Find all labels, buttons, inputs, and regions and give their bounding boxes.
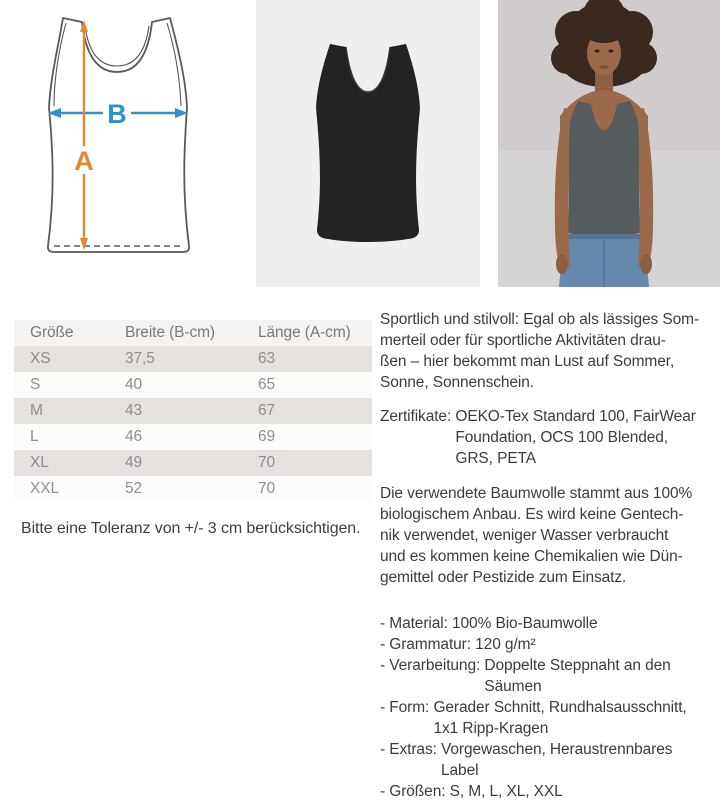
tanktop-measure-diagram [0,0,256,287]
cell-size: XL [30,454,49,471]
spec-bullet-form [380,697,720,739]
cell-breite: 52 [125,480,143,497]
spec-label: - Verarbeitung: [380,657,485,674]
model-jeans [559,234,649,287]
spec-value: S, M, L, XL, XXL [449,783,563,800]
spec-label: - Extras: [380,741,442,758]
spec-label: - Größen: [380,783,450,800]
cell-size: S [30,376,41,393]
cell-laenge: 70 [258,480,276,497]
spec-value: 100% Bio-Baumwolle [452,615,598,632]
model-hair-fringe [585,23,623,43]
table-row-xl [14,450,372,476]
spec-label: - Grammatur: [380,636,476,653]
spec-bullet-groessen [380,781,720,802]
product-photo-black-tanktop [256,0,480,287]
spec-value: Doppelte Steppnaht an den Säumen [484,657,671,695]
certificates-list: OEKO-Tex Standard 100, FairWear Foundation, OCS 100 Blended, GRS, PETA [455,408,696,467]
spec-bullet-grammatur [380,634,720,655]
col-header-breite: Breite (B-cm) [125,324,215,341]
spec-bullet-material [380,613,720,634]
model-wearing-tanktop-graphic [498,0,720,287]
measure-label-a: A [74,146,94,176]
certificates-label: Zertifikate: [380,408,456,425]
spec-label: - Material: [380,615,453,632]
size-table [14,320,372,502]
cell-laenge: 69 [258,428,276,445]
spec-list [380,613,720,802]
tolerance-note: Bitte eine Toleranz von +/- 3 cm berücksichtigen. [21,520,361,537]
cell-size: M [30,402,43,419]
cotton-paragraph: Die verwendete Baumwolle stammt aus 100% biologischem Anbau. Es wird keine Gentech- nik verwendet, weniger Wasser verbraucht und es kommen keine Chemikalien wie Dün- gemittel oder Pestizide zum Einsatz. [380,485,693,586]
spec-label: - Form: [380,699,434,716]
col-header-groesse: Größe [30,324,74,341]
cell-size: XXL [30,480,59,497]
cell-laenge: 63 [258,350,276,367]
spec-value: Gerader Schnitt, Rundhalsausschnitt, 1x1 Ripp-Kragen [433,699,687,737]
cell-laenge: 65 [258,376,276,393]
cell-size: XS [30,350,51,367]
cell-breite: 37,5 [125,350,155,367]
spec-value: 120 g/m² [475,636,536,653]
measure-label-b: B [107,99,127,129]
model-photo [498,0,720,287]
spec-bullet-verarbeitung [380,655,720,697]
cell-laenge: 67 [258,402,276,419]
spec-bullet-extras [380,739,720,781]
certificates-paragraph [380,406,720,469]
table-row-s [14,372,372,398]
table-row-m [14,398,372,424]
cell-breite: 46 [125,428,143,445]
table-row-xxl [14,476,372,502]
model-mouth [600,65,609,68]
table-row-xs [14,346,372,372]
cell-breite: 49 [125,454,143,471]
table-row-l [14,424,372,450]
cell-breite: 43 [125,402,143,419]
cell-laenge: 70 [258,454,276,471]
black-tanktop-graphic [256,0,480,287]
tanktop-outline [48,18,189,252]
spec-value: Vorgewaschen, Heraustrennbares Label [441,741,673,779]
size-table-header-row [14,320,372,346]
intro-paragraph: Sportlich und stilvoll: Egal ob als lässiges Som- merteil oder für sportliche Aktivitäten drau- ßen – hier bekommt man Lust auf Sommer, Sonne, Sonnenschein. [380,311,700,391]
size-diagram-image [0,0,256,287]
cell-size: L [30,428,39,445]
cell-breite: 40 [125,376,143,393]
col-header-laenge: Länge (A-cm) [258,324,351,341]
product-description [380,309,720,802]
